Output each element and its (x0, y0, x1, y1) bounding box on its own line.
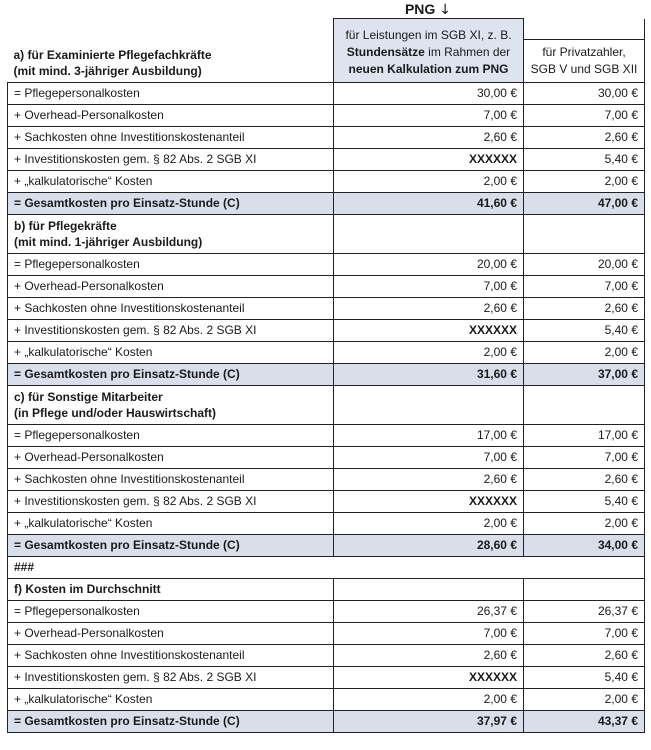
table-row: + Sachkosten ohne Investitionskostenanteil 2,60 € 2,60 € (8, 645, 645, 667)
table-row: = Pflegepersonalkosten 20,00 € 20,00 € (8, 254, 645, 276)
placeholder-row: ### (8, 557, 645, 579)
section-a-title-line2: (mit mind. 3-jähriger Ausbildung) (13, 64, 202, 78)
total-row: = Gesamtkosten pro Einsatz-Stunde (C) 28,60 € 34,00 € (8, 535, 645, 557)
table-row: + Overhead-Personalkosten 7,00 € 7,00 € (8, 623, 645, 645)
table-row: + „kalkulatorische“ Kosten 2,00 € 2,00 € (8, 689, 645, 711)
png-header-bold: Stundensätze (346, 45, 425, 59)
section-f-header: f) Kosten im Durchschnitt (8, 579, 645, 601)
table-row: + Investitionskosten gem. § 82 Abs. 2 SGB XI XXXXXX 5,40 € (8, 667, 645, 689)
total-row: = Gesamtkosten pro Einsatz-Stunde (C) 31,60 € 37,00 € (8, 364, 645, 386)
table-row: + „kalkulatorische“ Kosten 2,00 € 2,00 € (8, 513, 645, 535)
table-row: = Pflegepersonalkosten 26,37 € 26,37 € (8, 601, 645, 623)
png-column-header (334, 19, 524, 83)
png-label: PNG (404, 1, 436, 17)
png-header-line3: neuen Kalkulation zum PNG (348, 62, 509, 76)
table-header (8, 19, 645, 83)
png-header-line2: im Rahmen der (424, 45, 511, 59)
section-a-title (8, 19, 334, 83)
table-row: + „kalkulatorische“ Kosten 2,00 € 2,00 € (8, 342, 645, 364)
table-row: = Pflegepersonalkosten 17,00 € 17,00 € (8, 425, 645, 447)
section-a-title-line1: a) für Examinierte Pflegefachkräfte (13, 48, 212, 62)
table-row: + Sachkosten ohne Investitionskostenanteil 2,60 € 2,60 € (8, 127, 645, 149)
table-row: + Sachkosten ohne Investitionskostenanteil 2,60 € 2,60 € (8, 469, 645, 491)
table-row: + Investitionskosten gem. § 82 Abs. 2 SGB XI XXXXXX 5,40 € (8, 491, 645, 513)
png-header-line1: für Leistungen im SGB XI, z. B. (345, 28, 512, 42)
table-row: + Overhead-Personalkosten 7,00 € 7,00 € (8, 105, 645, 127)
table-row: + Sachkosten ohne Investitionskostenanteil 2,60 € 2,60 € (8, 298, 645, 320)
private-column-header (524, 19, 645, 83)
table-row: + Overhead-Personalkosten 7,00 € 7,00 € (8, 447, 645, 469)
total-row: = Gesamtkosten pro Einsatz-Stunde (C) 37,97 € 43,37 € (8, 711, 645, 733)
table-row: + Investitionskosten gem. § 82 Abs. 2 SGB XI XXXXXX 5,40 € (8, 149, 645, 171)
arrow-down-icon: ↓ (439, 2, 452, 18)
total-row: = Gesamtkosten pro Einsatz-Stunde (C) 41,60 € 47,00 € (8, 193, 645, 215)
private-header-line1: für Privatzahler, (542, 45, 626, 59)
table-row: = Pflegepersonalkosten 30,00 € 30,00 € (8, 83, 645, 105)
section-c-header: c) für Sonstige Mitarbeiter (in Pflege und/oder Hauswirtschaft) (8, 386, 645, 425)
table-row: + „kalkulatorische“ Kosten 2,00 € 2,00 € (8, 171, 645, 193)
table-row: + Investitionskosten gem. § 82 Abs. 2 SGB XI XXXXXX 5,40 € (8, 320, 645, 342)
table-row: + Overhead-Personalkosten 7,00 € 7,00 € (8, 276, 645, 298)
private-header-line2: SGB V und SGB XII (530, 62, 638, 76)
section-b-header: b) für Pflegekräfte (mit mind. 1-jähriger Ausbildung) (8, 215, 645, 254)
png-column-title (333, 0, 523, 18)
cost-table (7, 18, 645, 733)
